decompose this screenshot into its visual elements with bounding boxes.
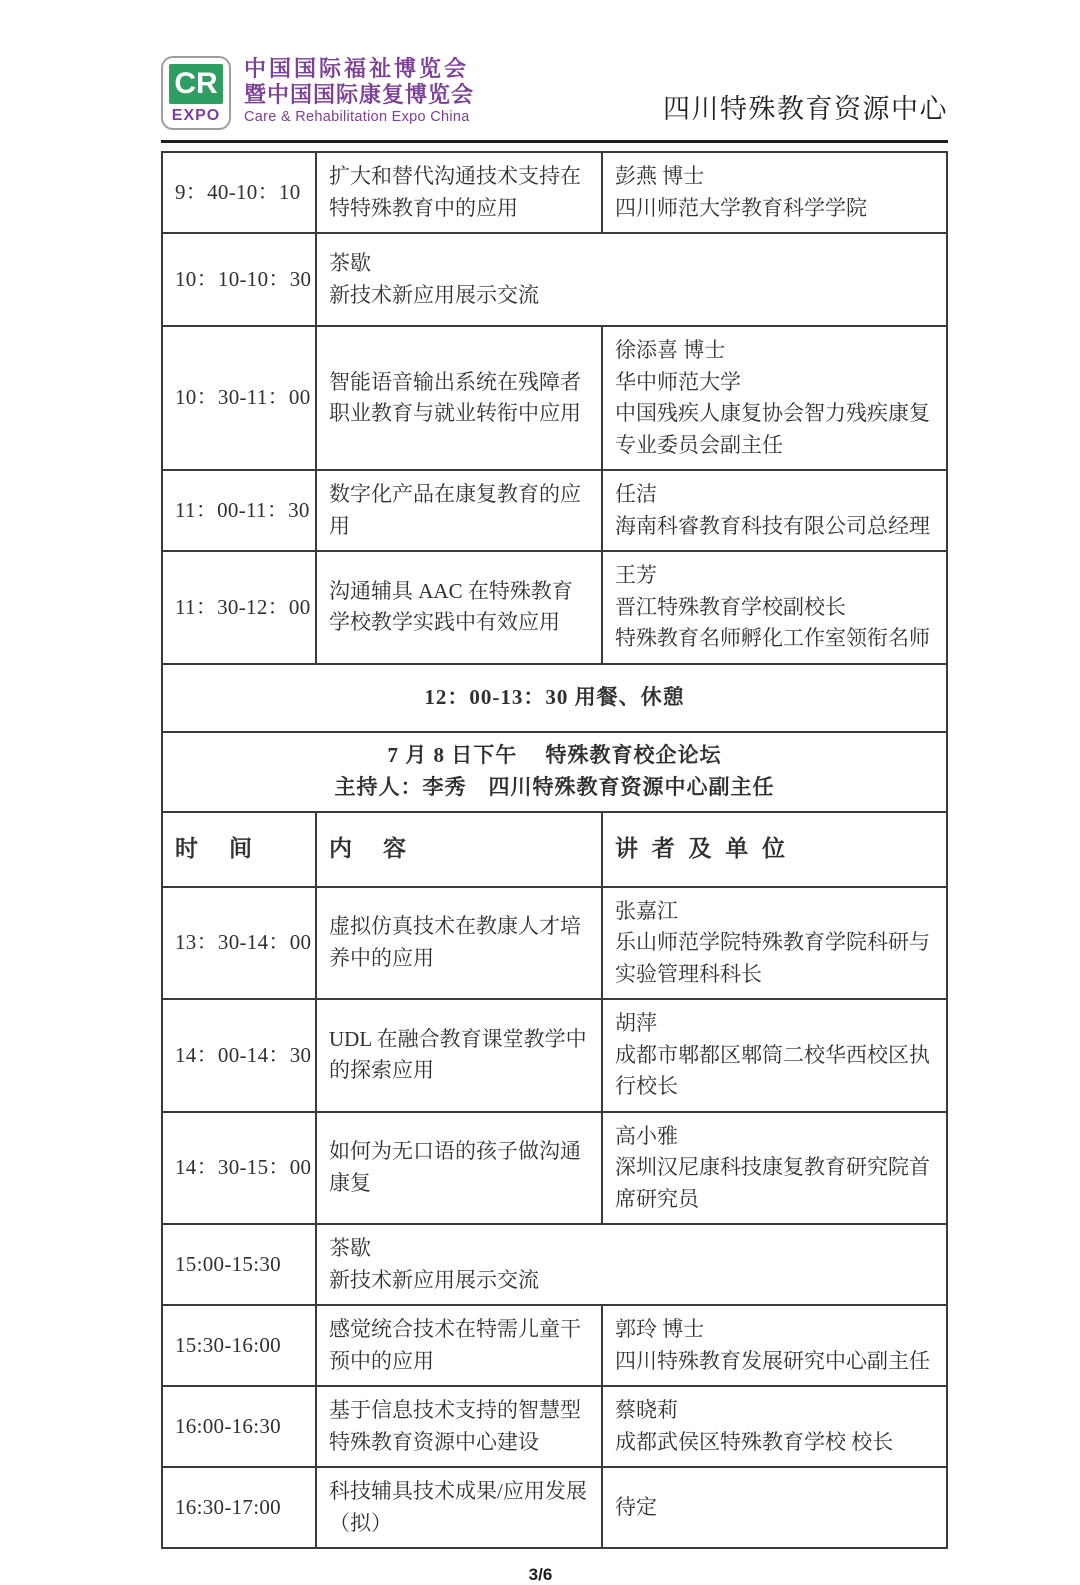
content-line: 茶歇 — [329, 1236, 371, 1260]
table-row-session-header — [162, 732, 947, 812]
time-cell: 14：30-15：00 — [162, 1112, 316, 1225]
agenda-table — [161, 151, 948, 1549]
speaker-line: 王芳 — [615, 563, 657, 587]
speaker-line: 海南科睿教育科技有限公司总经理 — [615, 513, 930, 538]
speaker-line: 成都武侯区特殊教育学校 校长 — [615, 1429, 894, 1454]
speaker-cell — [602, 152, 947, 233]
speaker-line: 高小雅 — [615, 1123, 678, 1148]
table-row — [162, 326, 947, 470]
speaker-cell — [602, 887, 947, 1000]
content-cell: 沟通辅具 AAC 在特殊教育学校教学实践中有效应用 — [316, 551, 602, 664]
table-header-row — [162, 812, 947, 887]
speaker-line: 待定 — [615, 1494, 657, 1519]
speaker-line: 胡萍 — [615, 1011, 657, 1035]
lunch-cell: 12：00-13：30 用餐、休憩 — [162, 664, 947, 732]
speaker-line: 中国残疾人康复协会智力残疾康复专业委员会副主任 — [615, 401, 930, 457]
speaker-line: 特殊教育名师孵化工作室领衔名师 — [615, 626, 930, 650]
content-cell: 如何为无口语的孩子做沟通康复 — [316, 1112, 602, 1225]
speaker-line: 华中师范大学 — [615, 369, 741, 394]
content-cell: 基于信息技术支持的智慧型特殊教育资源中心建设 — [316, 1386, 602, 1467]
content-line: 新技术新应用展示交流 — [329, 282, 539, 307]
time-cell: 16:00-16:30 — [162, 1386, 316, 1467]
table-row — [162, 999, 947, 1112]
time-cell: 11：30-12：00 — [162, 551, 316, 664]
speaker-line: 深圳汉尼康科技康复教育研究院首席研究员 — [615, 1155, 930, 1211]
session-host: 主持人：李秀 四川特殊教育资源中心副主任 — [334, 774, 775, 799]
content-cell: 科技辅具技术成果/应用发展（拟） — [316, 1467, 602, 1548]
content-line: 新技术新应用展示交流 — [329, 1267, 539, 1292]
cr-expo-logo — [161, 56, 474, 130]
table-row — [162, 887, 947, 1000]
speaker-line: 蔡晓莉 — [615, 1398, 678, 1422]
speaker-line: 郭玲 博士 — [615, 1317, 705, 1341]
table-row — [162, 1112, 947, 1225]
table-row — [162, 1305, 947, 1386]
logo-expo-text: EXPO — [171, 106, 221, 124]
table-row-tea-break — [162, 233, 947, 326]
content-cell: 数字化产品在康复教育的应用 — [316, 470, 602, 551]
time-cell: 15:00-15:30 — [162, 1224, 316, 1305]
speaker-line: 彭燕 博士 — [615, 164, 705, 188]
content-cell: 智能语音输出系统在残障者职业教育与就业转衔中应用 — [316, 326, 602, 470]
speaker-line: 晋江特殊教育学校副校长 — [615, 594, 846, 619]
speaker-line: 成都市郫都区郫筒二校华西校区执行校长 — [615, 1042, 930, 1098]
page-number: 3/6 — [528, 1565, 553, 1584]
page-content — [161, 0, 948, 1585]
table-row — [162, 1386, 947, 1467]
table-row — [162, 1467, 947, 1548]
logo-cr-mark: CR — [169, 64, 223, 104]
content-cell: 虚拟仿真技术在教康人才培养中的应用 — [316, 887, 602, 1000]
table-row — [162, 470, 947, 551]
time-cell: 15:30-16:00 — [162, 1305, 316, 1386]
speaker-cell — [602, 999, 947, 1112]
time-cell: 11：00-11：30 — [162, 470, 316, 551]
speaker-cell — [602, 470, 947, 551]
speaker-cell — [602, 1305, 947, 1386]
cr-expo-logo-badge — [161, 56, 231, 130]
logo-wordmark — [244, 56, 474, 125]
org-title: 四川特殊教育资源中心 — [663, 93, 948, 124]
table-row — [162, 551, 947, 664]
speaker-line: 任洁 — [615, 482, 657, 506]
logo-title-line1: 中国国际福祉博览会 — [244, 56, 470, 81]
speaker-cell — [602, 1386, 947, 1467]
speaker-cell — [602, 1467, 947, 1548]
content-cell: UDL 在融合教育课堂教学中的探索应用 — [316, 999, 602, 1112]
speaker-line: 乐山师范学院特殊教育学院科研与实验管理科科长 — [615, 930, 930, 986]
logo-title-line2: 暨中国国际康复博览会 — [244, 82, 475, 108]
content-cell: 扩大和替代沟通技术支持在特特殊教育中的应用 — [316, 152, 602, 233]
time-cell: 13：30-14：00 — [162, 887, 316, 1000]
content-cell — [316, 233, 947, 326]
speaker-cell — [602, 551, 947, 664]
column-header-content: 内 容 — [316, 812, 602, 887]
speaker-line: 张嘉江 — [615, 898, 678, 923]
time-cell: 10：30-11：00 — [162, 326, 316, 470]
table-row-tea-break — [162, 1224, 947, 1305]
time-cell: 9：40-10：10 — [162, 152, 316, 233]
time-cell: 10：10-10：30 — [162, 233, 316, 326]
content-cell — [316, 1224, 947, 1305]
session-header-cell — [162, 732, 947, 812]
session-title: 7 月 8 日下午 特殊教育校企论坛 — [387, 743, 722, 767]
page-header — [161, 56, 948, 143]
table-row — [162, 152, 947, 233]
table-row-lunch — [162, 664, 947, 732]
time-cell: 14：00-14：30 — [162, 999, 316, 1112]
column-header-speaker: 讲 者 及 单 位 — [602, 812, 947, 887]
logo-title-line3: Care & Rehabilitation Expo China — [244, 108, 470, 125]
speaker-cell — [602, 1112, 947, 1225]
speaker-line: 徐添喜 博士 — [615, 338, 726, 362]
speaker-line: 四川师范大学教育科学学院 — [615, 195, 867, 220]
speaker-line: 四川特殊教育发展研究中心副主任 — [615, 1348, 930, 1373]
speaker-cell — [602, 326, 947, 470]
time-cell: 16:30-17:00 — [162, 1467, 316, 1548]
content-cell: 感觉统合技术在特需儿童干预中的应用 — [316, 1305, 602, 1386]
column-header-time: 时 间 — [162, 812, 316, 887]
content-line: 茶歇 — [329, 251, 371, 275]
